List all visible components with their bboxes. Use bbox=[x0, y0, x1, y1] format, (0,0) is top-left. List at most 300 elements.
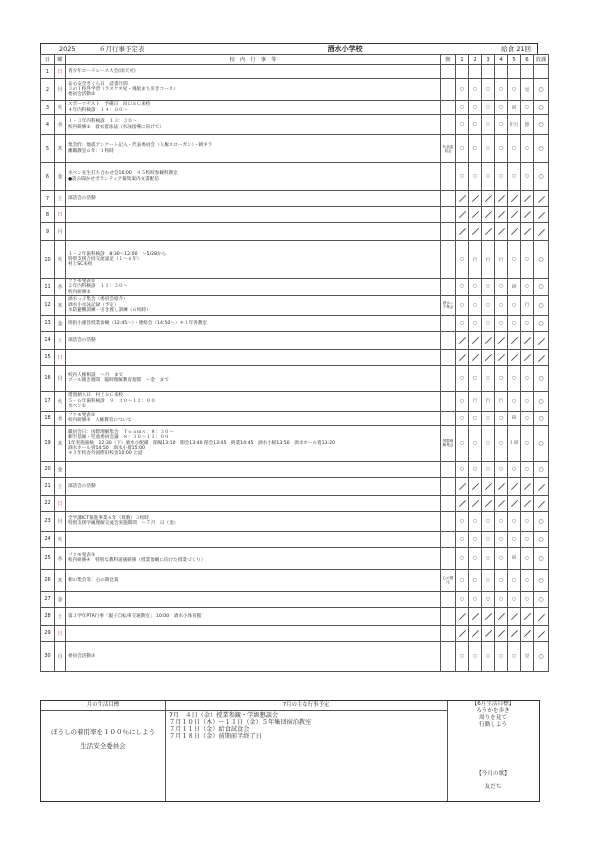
slash-mark bbox=[484, 354, 491, 361]
event-line: 部活会の活動 bbox=[68, 195, 96, 201]
plan-item: ７月１０日（木）～１１日（金）５年集団宿泊教室 bbox=[169, 719, 312, 726]
table-row bbox=[41, 315, 549, 331]
plan-item: 7月 ４日（金）授業参観・学級懇談会 bbox=[169, 712, 279, 719]
event-line: 酒水小水泳記録（予定） bbox=[68, 302, 119, 308]
morning-cell bbox=[441, 65, 456, 79]
table-row bbox=[41, 411, 549, 425]
club-cell: ○ bbox=[534, 315, 549, 331]
period-cell: 見 bbox=[521, 641, 534, 671]
day-number: 24 bbox=[41, 531, 55, 547]
club-cell bbox=[534, 607, 549, 625]
day-number: 9 bbox=[41, 223, 55, 241]
period-cell bbox=[469, 207, 482, 223]
table-row bbox=[41, 79, 549, 101]
morning-cell bbox=[441, 607, 456, 625]
event-cell bbox=[66, 411, 441, 425]
event-line: 青少年ロードレース大会(雨天可) bbox=[68, 68, 136, 74]
period-cell bbox=[495, 207, 508, 223]
period-cell: ○ bbox=[469, 365, 482, 391]
sheet-header bbox=[40, 43, 538, 54]
period-cell bbox=[482, 207, 495, 223]
event-cell bbox=[66, 511, 441, 531]
period-cell: ○ bbox=[469, 425, 482, 461]
slash-mark bbox=[471, 500, 478, 507]
slash-mark bbox=[471, 630, 478, 637]
weekday: 土 bbox=[55, 331, 66, 349]
period-cell: 見 bbox=[521, 79, 534, 101]
day-number: 1 bbox=[41, 65, 55, 79]
period-cell bbox=[469, 191, 482, 207]
period-cell: 行 bbox=[469, 391, 482, 411]
event-cell bbox=[66, 531, 441, 547]
period-cell: ○ bbox=[469, 315, 482, 331]
period-cell bbox=[482, 331, 495, 349]
club-cell: ○ bbox=[534, 531, 549, 547]
period-cell bbox=[482, 625, 495, 641]
club-cell: ○ bbox=[534, 569, 549, 591]
period-cell bbox=[456, 191, 469, 207]
period-cell: 行 bbox=[495, 241, 508, 279]
weekday: 木 bbox=[55, 295, 66, 315]
life-goal-header: 【6月生活目標】 bbox=[471, 701, 515, 707]
goal-header: 月の生活目標 bbox=[41, 701, 165, 711]
column-header-row bbox=[41, 55, 549, 65]
day-number: 15 bbox=[41, 349, 55, 365]
period-cell bbox=[456, 607, 469, 625]
period-cell bbox=[508, 495, 521, 511]
period-cell bbox=[482, 223, 495, 241]
slash-mark bbox=[497, 613, 504, 620]
period-cell: ○ bbox=[508, 531, 521, 547]
weekday: 月 bbox=[55, 79, 66, 101]
period-cell: ○ bbox=[495, 115, 508, 135]
col-morning: 朝 bbox=[441, 55, 456, 65]
period-cell: ○ bbox=[495, 511, 508, 531]
slash-mark bbox=[471, 354, 478, 361]
event-cell bbox=[66, 65, 441, 79]
sheet-title: ６月行事予定表 bbox=[99, 45, 145, 53]
period-cell bbox=[495, 65, 508, 79]
table-row bbox=[41, 461, 549, 477]
period-cell: ○ bbox=[495, 295, 508, 315]
event-cell bbox=[66, 163, 441, 191]
table-row bbox=[41, 425, 549, 461]
event-cell bbox=[66, 331, 441, 349]
weekday: 火 bbox=[55, 101, 66, 115]
event-line: プール開き週間 臨時理解教育週間 ～金 まで bbox=[68, 378, 169, 384]
morning-cell bbox=[441, 365, 456, 391]
slash-mark bbox=[537, 614, 544, 621]
period-cell: ○ bbox=[456, 241, 469, 279]
slash-mark bbox=[458, 354, 465, 361]
slash-mark bbox=[523, 228, 530, 235]
period-cell bbox=[508, 223, 521, 241]
slash-mark bbox=[537, 631, 544, 638]
event-line: 部活会の活動 bbox=[68, 483, 96, 489]
slash-mark bbox=[537, 338, 544, 345]
next-month-plan bbox=[165, 701, 448, 801]
club-cell bbox=[534, 65, 549, 79]
table-row bbox=[41, 331, 549, 349]
period-cell: ○ bbox=[495, 591, 508, 607]
plan-header: 7月の主な行事予定 bbox=[165, 701, 447, 711]
period-cell: ○ bbox=[456, 569, 469, 591]
period-cell: ○ bbox=[495, 461, 508, 477]
col-day: 日 bbox=[41, 55, 55, 65]
morning-cell bbox=[441, 279, 456, 296]
period-cell: ○ bbox=[469, 591, 482, 607]
period-cell: ○ bbox=[508, 295, 521, 315]
period-cell: ○ bbox=[456, 591, 469, 607]
period-cell: ○ bbox=[456, 531, 469, 547]
day-number: 12 bbox=[41, 295, 55, 315]
day-number: 16 bbox=[41, 365, 55, 391]
period-cell: ○ bbox=[495, 547, 508, 569]
slash-mark bbox=[497, 500, 504, 507]
event-cell bbox=[66, 425, 441, 461]
plan-item: ７月１１日（金）給食試食会 bbox=[169, 726, 250, 733]
table-row bbox=[41, 591, 549, 607]
col-period-2: 2 bbox=[469, 55, 482, 65]
period-cell: 研 bbox=[508, 279, 521, 296]
table-row bbox=[41, 477, 549, 495]
period-cell: ○ bbox=[456, 365, 469, 391]
goal-committee: 生活安全委員会 bbox=[80, 742, 126, 750]
slash-mark bbox=[510, 613, 517, 620]
period-cell: ○ bbox=[495, 641, 508, 671]
period-cell: ○ bbox=[482, 295, 495, 315]
slash-mark bbox=[458, 337, 465, 344]
club-cell: ○ bbox=[534, 279, 549, 296]
club-cell: ○ bbox=[534, 101, 549, 115]
table-row bbox=[41, 365, 549, 391]
club-cell bbox=[534, 331, 549, 349]
event-cell bbox=[66, 315, 441, 331]
event-line: ＊３年校舎外国際旧校舎10:00 七道 bbox=[68, 451, 143, 457]
period-cell: ○ bbox=[456, 425, 469, 461]
period-cell bbox=[482, 65, 495, 79]
period-cell: ○ bbox=[521, 135, 534, 163]
period-cell: ○ bbox=[521, 411, 534, 425]
day-number: 17 bbox=[41, 391, 55, 411]
period-cell: ○ bbox=[469, 295, 482, 315]
slash-mark bbox=[510, 337, 517, 344]
period-cell bbox=[469, 331, 482, 349]
slash-mark bbox=[523, 195, 530, 202]
day-number: 13 bbox=[41, 315, 55, 331]
period-cell: ○ bbox=[495, 279, 508, 296]
morning-cell bbox=[441, 207, 456, 223]
event-line: 特別支援合同交流遠足（１～６年） bbox=[68, 256, 142, 262]
table-row bbox=[41, 135, 549, 163]
event-line: ２年内科検診 １３：３０～ bbox=[68, 284, 128, 290]
event-line: 酒水っ子集会（委員会紹介） bbox=[68, 297, 128, 303]
life-goal-line: 周りを見て bbox=[479, 715, 507, 721]
weekday: 金 bbox=[55, 461, 66, 477]
period-cell: ○ bbox=[456, 461, 469, 477]
day-number: 20 bbox=[41, 461, 55, 477]
period-cell: ○ bbox=[456, 641, 469, 671]
period-cell: ○ bbox=[469, 279, 482, 296]
table-row bbox=[41, 101, 549, 115]
period-cell: ○ bbox=[508, 391, 521, 411]
period-cell: 行 bbox=[482, 241, 495, 279]
period-cell bbox=[469, 349, 482, 365]
slash-mark bbox=[484, 195, 491, 202]
morning-cell bbox=[441, 625, 456, 641]
period-cell bbox=[521, 625, 534, 641]
event-line: 安心安全きくら日 読書月間 bbox=[68, 81, 128, 87]
table-row bbox=[41, 207, 549, 223]
event-line: 特別支援学級理解交流会実施期間 ～７月 日（金） bbox=[68, 521, 179, 527]
month-song: 友だち bbox=[484, 784, 502, 790]
period-cell: ○ bbox=[482, 641, 495, 671]
weekday: 火 bbox=[55, 531, 66, 547]
period-cell: ○ bbox=[482, 79, 495, 101]
period-cell: ○ bbox=[469, 547, 482, 569]
event-line: ３の１校外学習（ラスケタ屋・飛船まち歩きコース） bbox=[68, 86, 178, 92]
morning-cell bbox=[441, 115, 456, 135]
weekday: 日 bbox=[55, 349, 66, 365]
monthly-goal bbox=[41, 701, 166, 801]
slash-mark bbox=[537, 355, 544, 362]
school-name: 酒水小学校 bbox=[327, 45, 363, 53]
period-cell bbox=[482, 349, 495, 365]
slash-mark bbox=[484, 630, 491, 637]
col-period-3: 3 bbox=[482, 55, 495, 65]
period-cell bbox=[469, 495, 482, 511]
slash-mark bbox=[458, 483, 465, 490]
slash-mark bbox=[510, 483, 517, 490]
period-cell: ○ bbox=[469, 135, 482, 163]
period-cell bbox=[456, 223, 469, 241]
table-row bbox=[41, 191, 549, 207]
event-line: 校内研修① 着衣着泳法（水泳指導に向けて） bbox=[68, 124, 164, 130]
life-goal-line: ろうかを歩き bbox=[476, 708, 510, 714]
slash-mark bbox=[510, 354, 517, 361]
club-cell bbox=[534, 495, 549, 511]
weekday: 月 bbox=[55, 641, 66, 671]
period-cell: ○ bbox=[469, 163, 482, 191]
weekday: 月 bbox=[55, 511, 66, 531]
club-cell bbox=[534, 191, 549, 207]
event-line: 委員会活動③ bbox=[68, 653, 96, 659]
day-number: 3 bbox=[41, 101, 55, 115]
event-line: ファモ発表③ bbox=[68, 413, 95, 419]
period-cell bbox=[508, 65, 521, 79]
col-period-6: 6 bbox=[521, 55, 534, 65]
slash-mark bbox=[510, 195, 517, 202]
period-cell: ○ bbox=[495, 531, 508, 547]
period-cell: 行 bbox=[495, 391, 508, 411]
period-cell bbox=[495, 625, 508, 641]
morning-cell: 代表委員会 bbox=[441, 135, 456, 163]
period-cell bbox=[521, 223, 534, 241]
slash-mark bbox=[537, 501, 544, 508]
period-cell: 行 bbox=[482, 391, 495, 411]
life-goal-line: 行動しよう bbox=[479, 722, 507, 728]
event-line: ファモ発表① bbox=[68, 279, 95, 284]
day-number: 5 bbox=[41, 135, 55, 163]
period-cell: ○ bbox=[482, 569, 495, 591]
period-cell: ○ bbox=[495, 365, 508, 391]
period-cell: ○ bbox=[495, 411, 508, 425]
club-cell: ○ bbox=[534, 547, 549, 569]
event-cell bbox=[66, 365, 441, 391]
col-period-4: 4 bbox=[495, 55, 508, 65]
day-number: 4 bbox=[41, 115, 55, 135]
morning-cell: 酒水っ子集会 bbox=[441, 295, 456, 315]
slash-mark bbox=[523, 337, 530, 344]
period-cell: ○ bbox=[456, 79, 469, 101]
day-number: 21 bbox=[41, 477, 55, 495]
slash-mark bbox=[510, 630, 517, 637]
slash-mark bbox=[510, 228, 517, 235]
club-cell: ○ bbox=[534, 241, 549, 279]
day-number: 30 bbox=[41, 641, 55, 671]
club-cell: ○ bbox=[534, 115, 549, 135]
period-cell: ○ bbox=[521, 511, 534, 531]
event-line: 村上SC来校 bbox=[68, 262, 93, 268]
slash-mark bbox=[523, 500, 530, 507]
period-cell bbox=[469, 607, 482, 625]
club-cell bbox=[534, 477, 549, 495]
period-cell: ○ bbox=[456, 391, 469, 411]
period-cell: ○ bbox=[521, 163, 534, 191]
event-line: 朝至基線・児童委員会議 ８：３０～１１：００ bbox=[68, 435, 170, 441]
day-number: 26 bbox=[41, 569, 55, 591]
slash-mark bbox=[523, 613, 530, 620]
club-cell bbox=[534, 223, 549, 241]
month-song-header: 【今月の歌】 bbox=[476, 771, 510, 777]
event-cell bbox=[66, 349, 441, 365]
event-line: ファモ発表③ bbox=[68, 553, 95, 559]
period-cell bbox=[495, 223, 508, 241]
footer-panel bbox=[40, 700, 540, 802]
period-cell: ○ bbox=[508, 163, 521, 191]
day-number: 22 bbox=[41, 495, 55, 511]
period-cell: ○ bbox=[521, 591, 534, 607]
event-cell bbox=[66, 115, 441, 135]
period-cell: ○ bbox=[469, 531, 482, 547]
period-cell: ○ bbox=[521, 365, 534, 391]
period-cell bbox=[456, 207, 469, 223]
event-line: １・３年内科検診 １３：３０～ bbox=[68, 119, 137, 125]
club-cell: ○ bbox=[534, 163, 549, 191]
table-row bbox=[41, 163, 549, 191]
slash-mark bbox=[497, 195, 504, 202]
event-line: 水防避難訓練・引き渡し訓練（６校時） bbox=[68, 308, 151, 314]
slash-mark bbox=[458, 500, 465, 507]
weekday: 火 bbox=[55, 391, 66, 411]
club-cell bbox=[534, 349, 549, 365]
period-cell bbox=[508, 349, 521, 365]
weekday: 土 bbox=[55, 607, 66, 625]
slash-mark bbox=[484, 483, 491, 490]
weekday: 水 bbox=[55, 411, 66, 425]
period-cell: ○ bbox=[469, 101, 482, 115]
slash-mark bbox=[497, 630, 504, 637]
slash-mark bbox=[497, 354, 504, 361]
period-cell: ○ bbox=[508, 511, 521, 531]
weekday: 水 bbox=[55, 115, 66, 135]
event-cell bbox=[66, 607, 441, 625]
event-line: 職員会日：国際理解集会 Ｔｅａｍｓ：８：３０～ bbox=[68, 430, 174, 436]
club-cell: ○ bbox=[534, 391, 549, 411]
period-cell: ○ bbox=[469, 115, 482, 135]
period-cell: ○ bbox=[482, 115, 495, 135]
slash-mark bbox=[471, 483, 478, 490]
period-cell: ○ bbox=[521, 279, 534, 296]
table-row bbox=[41, 223, 549, 241]
plan-item: ７月１８日（金）前期前半終了日 bbox=[169, 733, 262, 740]
period-cell: ○ bbox=[456, 101, 469, 115]
slash-mark bbox=[537, 196, 544, 203]
period-cell: ○ bbox=[482, 411, 495, 425]
table-row bbox=[41, 391, 549, 411]
slash-mark bbox=[458, 228, 465, 235]
period-cell bbox=[495, 331, 508, 349]
event-line: 部活会の活動 bbox=[68, 337, 96, 343]
weekday: 水 bbox=[55, 279, 66, 296]
morning-cell bbox=[441, 477, 456, 495]
event-cell bbox=[66, 391, 441, 411]
table-row bbox=[41, 569, 549, 591]
slash-mark bbox=[458, 613, 465, 620]
event-cell bbox=[66, 79, 441, 101]
period-cell: ○ bbox=[482, 279, 495, 296]
period-cell: ○ bbox=[495, 315, 508, 331]
day-number: 6 bbox=[41, 163, 55, 191]
period-cell bbox=[521, 607, 534, 625]
period-cell bbox=[521, 349, 534, 365]
weekday: 金 bbox=[55, 315, 66, 331]
period-cell bbox=[508, 207, 521, 223]
period-cell: ○ bbox=[508, 365, 521, 391]
period-cell: ○ bbox=[456, 411, 469, 425]
period-cell: 研 bbox=[508, 101, 521, 115]
period-cell: ○ bbox=[495, 101, 508, 115]
event-line: 委員会活動② bbox=[68, 92, 96, 98]
weekday: 金 bbox=[55, 591, 66, 607]
day-number: 25 bbox=[41, 547, 55, 569]
period-cell bbox=[456, 349, 469, 365]
period-cell bbox=[495, 607, 508, 625]
slash-mark bbox=[458, 195, 465, 202]
slash-mark bbox=[484, 211, 491, 218]
club-cell: ○ bbox=[534, 425, 549, 461]
period-cell bbox=[456, 625, 469, 641]
weekday: 金 bbox=[55, 163, 66, 191]
day-number: 2 bbox=[41, 79, 55, 101]
event-cell bbox=[66, 591, 441, 607]
weekday: 木 bbox=[55, 425, 66, 461]
col-events: 校 内 行 事 等 bbox=[66, 55, 441, 65]
period-cell bbox=[482, 607, 495, 625]
morning-cell bbox=[441, 241, 456, 279]
club-cell: ○ bbox=[534, 295, 549, 315]
day-number: 10 bbox=[41, 241, 55, 279]
period-cell: ○ bbox=[456, 295, 469, 315]
morning-cell bbox=[441, 101, 456, 115]
slash-mark bbox=[523, 630, 530, 637]
club-cell: ○ bbox=[534, 365, 549, 391]
slash-mark bbox=[458, 211, 465, 218]
table-row bbox=[41, 531, 549, 547]
period-cell: ○ bbox=[456, 511, 469, 531]
morning-cell bbox=[441, 331, 456, 349]
table-row bbox=[41, 495, 549, 511]
